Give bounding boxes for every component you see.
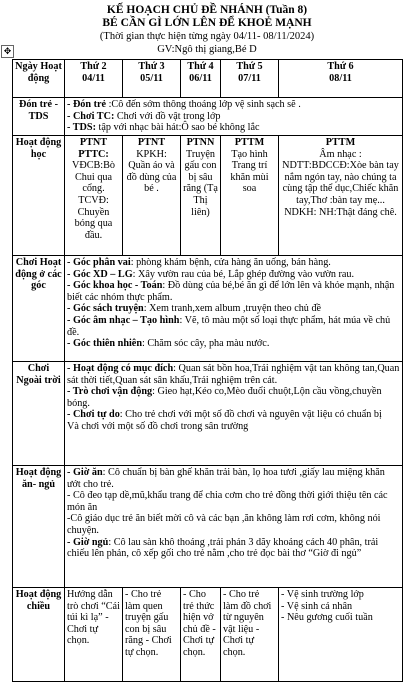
hoc-mon: PTNT PTTC: VĐCB:Bò Chui qua cổng. TCVĐ: Chuyền bóng qua đầu.	[65, 136, 123, 256]
row-ngoai-troi	[13, 362, 403, 466]
goc-content: - Góc phân vai: phòng khám bệnh, cửa hàng ăn uống, bán hàng. - Góc XD – LG: Xây vườn rau của bé, Lắp ghép đường vào vườn rau. - Góc khoa học - Toán: Đồ dùng của bé,bé ăn gì để lớn lên và khỏe mạnh, nhận biết các nhóm thực phẩm. - Góc sách truyện: Xem tranh,xem album ,truyện theo chủ đề - Góc âm nhạc – Tạo hình: Vẽ, tô màu một số loại thực phẩm, hát múa về chủ đề. - Góc thiên nhiên: Chăm sóc cây, pha màu nước.	[65, 256, 403, 362]
hoc-tue: PTNT KPKH: Quần áo và đồ dùng của bé .	[123, 136, 181, 256]
row-don-tre	[13, 98, 403, 136]
row-choi-goc	[13, 256, 403, 362]
plan-time-range: (Thời gian thực hiện từng ngày 04/11- 08/11/2024)	[99, 31, 315, 42]
plan-title: KẾ HOẠCH CHỦ ĐỀ NHÁNH (Tuần 8)	[106, 4, 308, 16]
row-label-hoc: Hoạt động học	[13, 136, 65, 256]
weekly-plan-table	[12, 59, 403, 682]
chieu-mon: Hướng dẫn trò chơi “Cái túi kì lạ” - Chơi tự chọn.	[65, 588, 123, 682]
day-header-mon: Thứ 2 04/11	[65, 60, 123, 98]
row-label-ngoai-troi: Chơi Ngoài trời	[13, 362, 65, 466]
hoc-wed: PTNN Truyện gấu con bị sâu răng (Tạ Thị liên)	[181, 136, 221, 256]
row-label-don-tre: Đón trẻ -TDS	[13, 98, 65, 136]
don-tre-content: - Đón trẻ :Cô đến sớm thông thoáng lớp vệ sinh sạch sẽ . - Chơi TC: Chơi với đồ vật trong lớp - TDS: tập với nhạc bài hát:Ô sao bé không lắc	[65, 98, 403, 136]
hoc-fri: PTTM Âm nhạc : NDTT:BDCCĐ:Xòe bàn tay nắm ngón tay, nào chúng ta cùng tập thể dục,Chiếc khăn tay,Thơ :bàn tay mẹ... NDKH: NH:Thật đáng chê.	[279, 136, 403, 256]
row-hoat-dong-hoc	[13, 136, 403, 256]
plan-teacher: GV:Ngô thị giang,Bé D	[157, 44, 257, 55]
plan-subtitle: BÉ CẦN GÌ LỚN LÊN ĐỂ KHOẺ MẠNH	[102, 17, 312, 29]
hoc-thu: PTTM Tạo hình Trang trí khăn mùi soa	[221, 136, 279, 256]
chieu-fri: - Vệ sinh trường lớp - Vệ sinh cá nhân - Nêu gương cuối tuần	[279, 588, 403, 682]
table-move-handle-icon[interactable]: ✥	[1, 45, 14, 58]
day-header-tue: Thứ 3 05/11	[123, 60, 181, 98]
row-label-an-ngu: Hoạt động ăn- ngủ	[13, 466, 65, 588]
row-an-ngu	[13, 466, 403, 588]
chieu-thu: - Cho trẻ làm đồ chơi từ nguyên vật liệu - Chơi tự chọn.	[221, 588, 279, 682]
chieu-wed: - Cho trẻ thức hiện vở chủ đề - Chơi tự chọn.	[181, 588, 221, 682]
table-header-row	[13, 60, 403, 98]
row-hoat-dong-chieu	[13, 588, 403, 682]
corner-cell: Ngày Hoạt động	[13, 60, 65, 98]
row-label-chieu: Hoạt động chiều	[13, 588, 65, 682]
chieu-tue: - Cho trẻ làm quen truyện gấu con bị sâu răng - Chơi tự chọn.	[123, 588, 181, 682]
day-header-thu: Thứ 5 07/11	[221, 60, 279, 98]
ngoai-troi-content: - Hoạt động có mục đích: Quan sát bồn hoa,Trải nghiệm vật tan không tan,Quan sát thời tiết,Quan sát sân khấu,Trải nghiệm trên cát. - Trò chơi vận động: Gieo hạt,Kéo co,Mèo đuổi chuột,Lộn cầu vồng,chuyền bóng. - Chơi tự do: Cho trẻ chơi với một số đồ chơi và nguyên vật liệu có chuẩn bị Và chơi với một số đồ chơi trong sân trường	[65, 362, 403, 466]
an-ngu-content: - Giờ ăn: Cô chuẩn bị bàn ghế khăn trải bàn, lọ hoa tươi ,giấy lau miệng khăn ướt cho trẻ. - Cô đeo tạp dề,mũ,khẩu trang để chia cơm cho trẻ đồng thời giới thiệu tên các món ăn -Cô giáo dục trẻ ăn biết mời cô và các bạn ,ăn không làm rơi cơm, không nói chuyện. - Giờ ngủ: Cô lau sàn khô thoáng ,trải phản 3 dãy khoảng cách 40 phân, trải chiếu lên phản, cô xếp gối cho trẻ nằm ,cho trẻ đọc bài thơ “Giờ đi ngủ”	[65, 466, 403, 588]
day-header-fri: Thứ 6 08/11	[279, 60, 403, 98]
day-header-wed: Thứ 4 06/11	[181, 60, 221, 98]
row-label-goc: Chơi Hoạt động ở các góc	[13, 256, 65, 362]
